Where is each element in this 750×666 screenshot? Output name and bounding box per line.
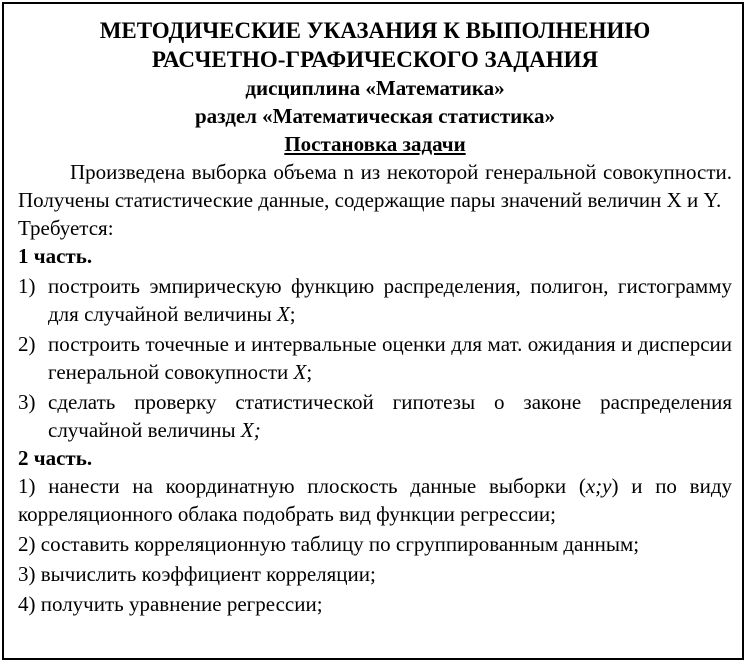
part2-item: 3) вычислить коэффициент корреляции; xyxy=(18,562,376,586)
part1-item-number: 1) xyxy=(18,274,36,298)
part1-item xyxy=(18,388,732,444)
document-content xyxy=(18,16,732,620)
discipline-line: дисциплина «Математика» xyxy=(245,76,505,100)
part1-item-number: 2) xyxy=(18,332,36,356)
problem-heading: Постановка задачи xyxy=(284,132,466,156)
variable-x: X xyxy=(276,302,290,326)
part1-item xyxy=(18,330,732,386)
part1-item xyxy=(18,272,732,328)
part1-list xyxy=(18,272,732,444)
part1-item-text: построить точечные и интервальные оценки для мат. ожидания и дисперсии генеральной совокупности X; xyxy=(48,332,732,384)
part2-label: 2 часть. xyxy=(18,446,93,470)
part1-item-number: 3) xyxy=(18,390,36,414)
title-line-2: РАСЧЕТНО-ГРАФИЧЕСКОГО ЗАДАНИЯ xyxy=(151,47,599,72)
title-line-1: МЕТОДИЧЕСКИЕ УКАЗАНИЯ К ВЫПОЛНЕНИЮ xyxy=(99,18,651,43)
section-line: раздел «Математическая статистика» xyxy=(194,104,556,128)
required-label: Требуется: xyxy=(18,216,114,240)
variable-x: X; xyxy=(240,418,261,442)
document-frame xyxy=(2,2,744,660)
variable-xy: x;y xyxy=(585,474,612,498)
part1-label: 1 часть. xyxy=(18,244,93,268)
part2-item: 2) составить корреляционную таблицу по сгруппированным данным; xyxy=(18,532,640,556)
variable-x: X xyxy=(293,360,307,384)
part1-item-text: построить эмпирическую функцию распределения, полигон, гистограмму для случайной величины X; xyxy=(48,274,732,326)
part2-item: 1) нанести на координатную плоскость данные выборки (x;y) и по виду корреляционного облака подобрать вид функции регрессии; xyxy=(18,474,733,526)
intro-paragraph: Произведена выборка объема n из некоторой генеральной совокупности. Получены статистические данные, содержащие пары значений величин X и Y. xyxy=(18,160,732,212)
part2-list xyxy=(18,472,732,618)
part2-item: 4) получить уравнение регрессии; xyxy=(18,592,323,616)
part1-item-text: сделать проверку статистической гипотезы о законе распределения случайной величины X; xyxy=(48,390,732,442)
